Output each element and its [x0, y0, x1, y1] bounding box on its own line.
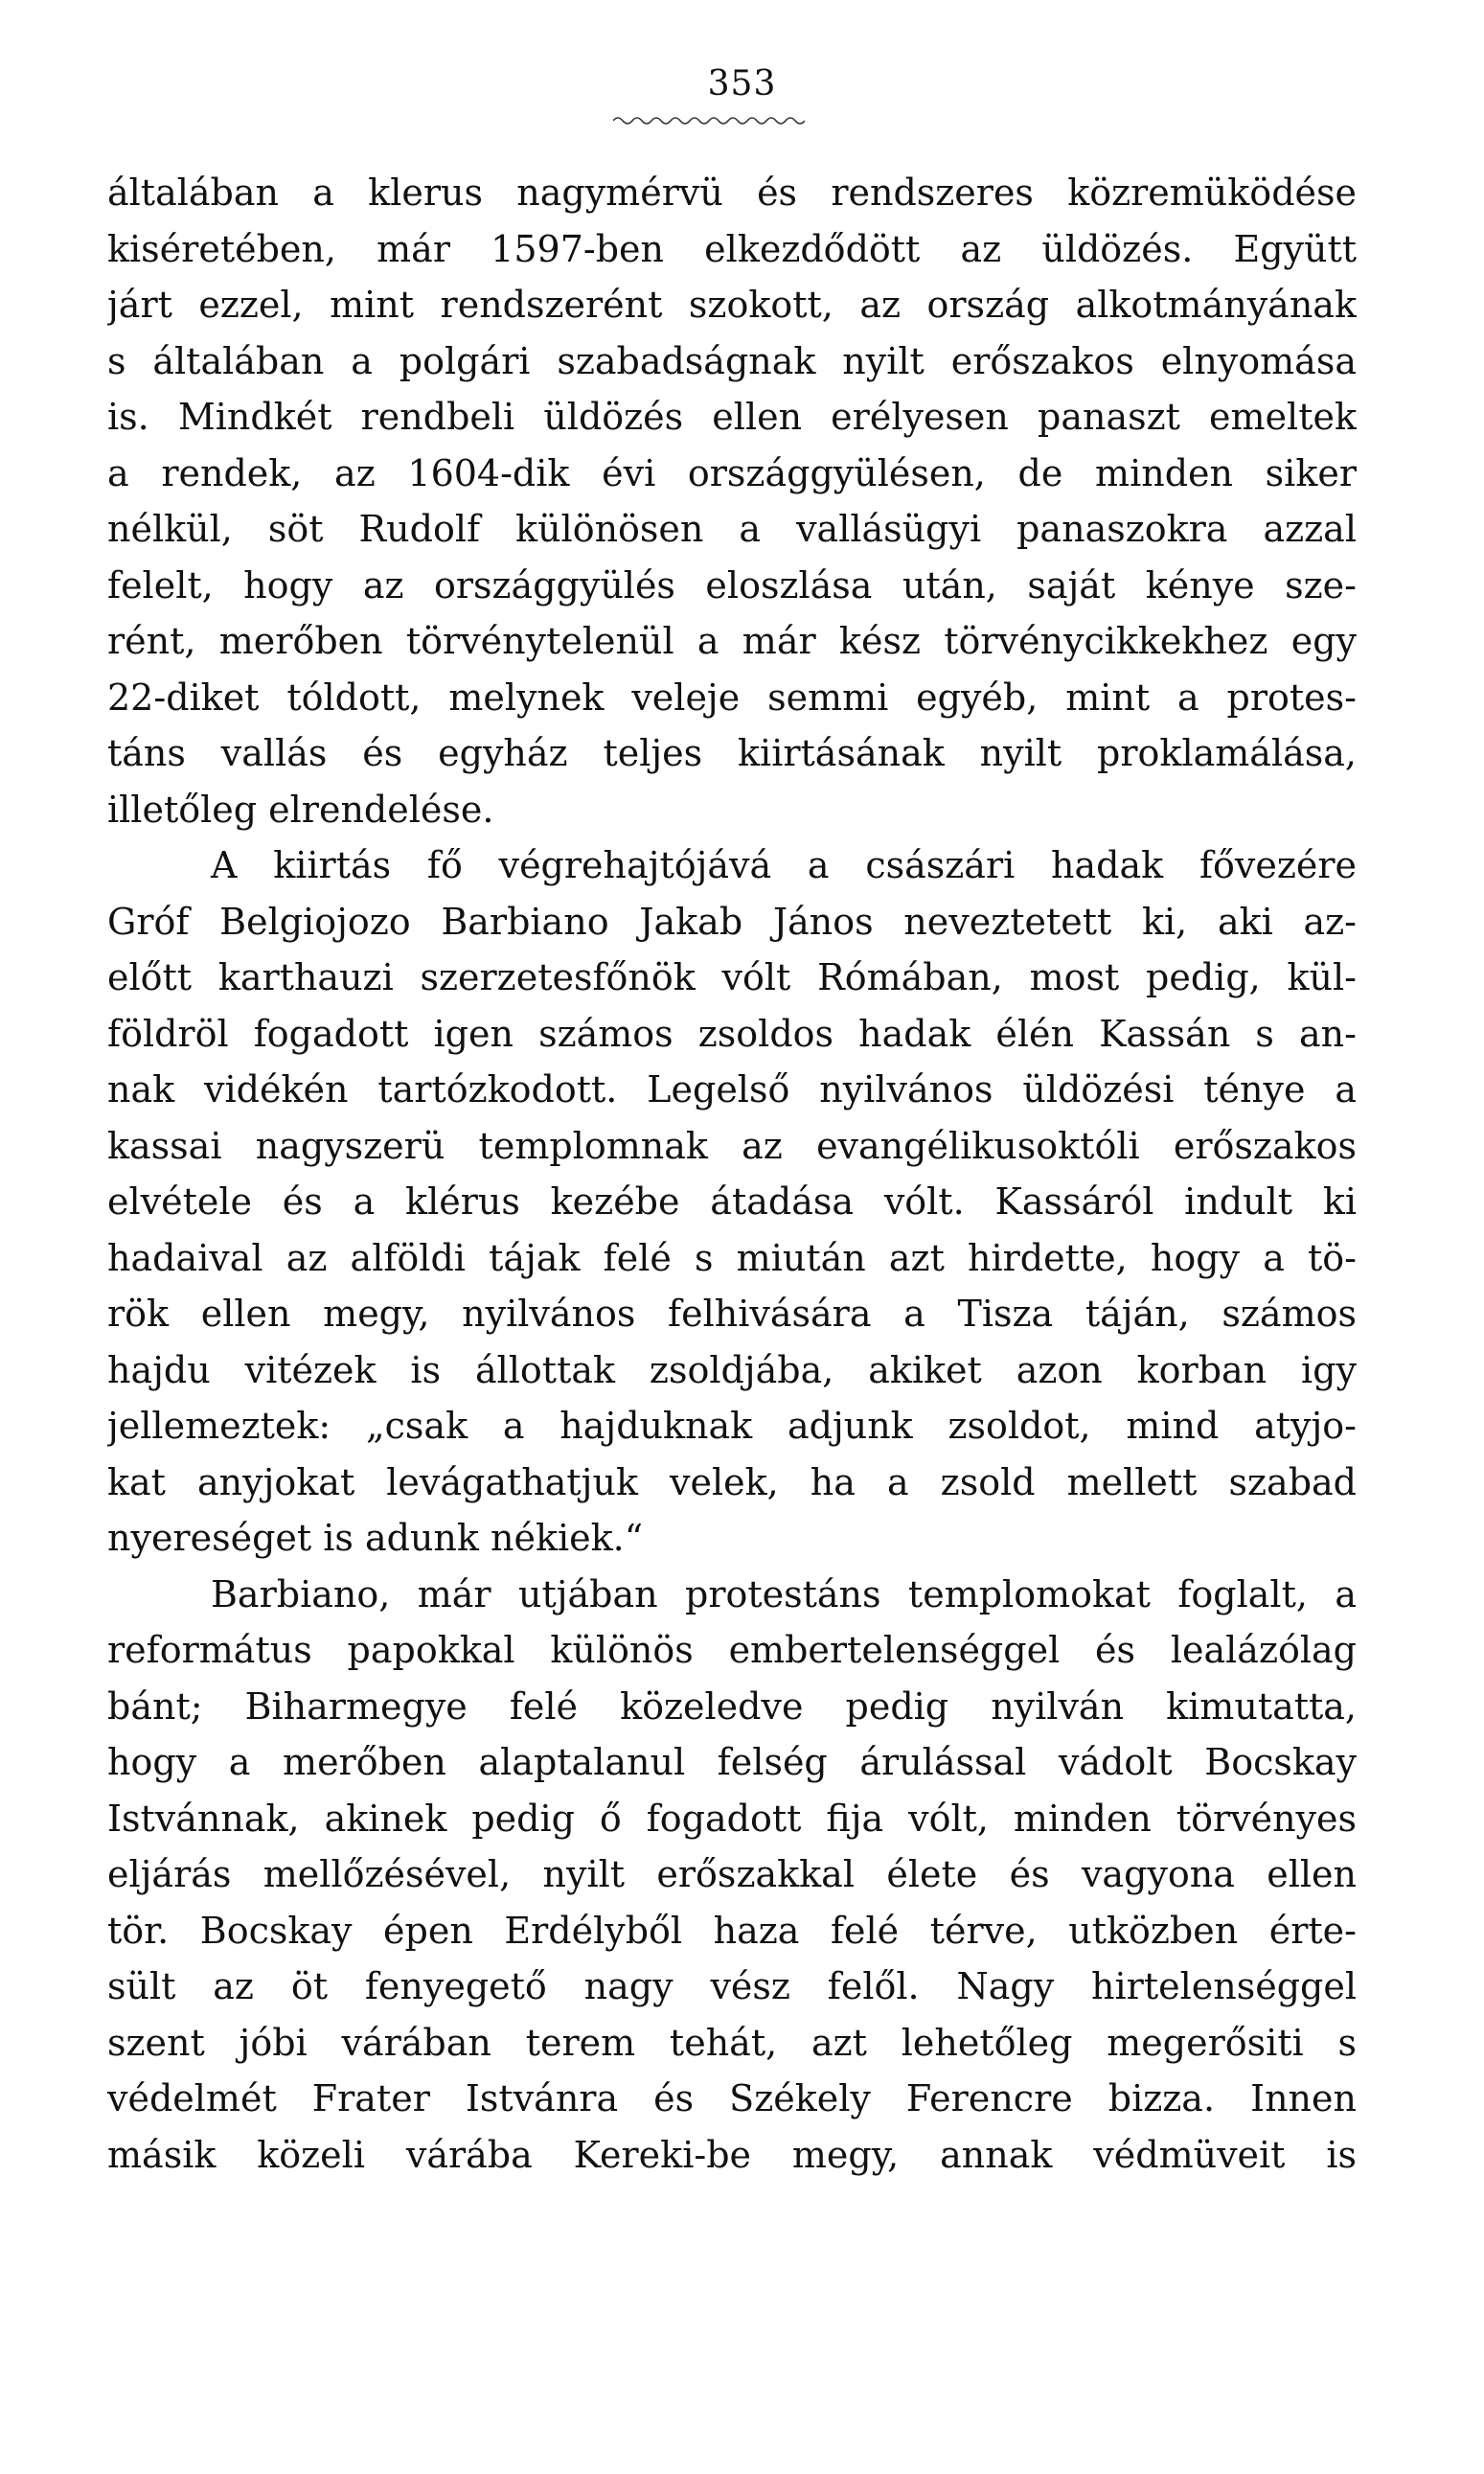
text-line: a rendek, az 1604-dik évi országgyülésen, de minden siker: [107, 451, 1357, 494]
text-line: Istvánnak, akinek pedig ő fogadott fija vólt, minden törvényes: [107, 1797, 1357, 1840]
text-line: A kiirtás fő végrehajtójává a császári hadak fővezére: [211, 844, 1357, 886]
text-line: rént, merőben törvénytelenül a már kész törvénycikkekhez egy: [107, 620, 1357, 662]
text-line: 22-diket tóldott, melynek veleje semmi egyéb, mint a protes-: [107, 676, 1357, 719]
page-number: 353: [707, 64, 777, 103]
text-line: járt ezzel, mint rendszerént szokott, az ország alkotmányának: [107, 284, 1357, 326]
body-text: [107, 165, 1357, 2183]
text-line: másik közeli várába Kereki-be megy, annak védmüveit is: [107, 2133, 1357, 2176]
text-line: hogy a merőben alaptalanul felség árulással vádolt Bocskay: [107, 1741, 1357, 1783]
text-line: felelt, hogy az országgyülés eloszlása után, saját kénye sze-: [107, 563, 1357, 607]
text-line: szent jóbi várában terem tehát, azt lehetőleg megerősiti s: [107, 2021, 1357, 2064]
text-line: református papokkal különös embertelenséggel és lealázólag: [107, 1629, 1357, 1671]
text-line: jellemeztek: „csak a hajduknak adjunk zsoldot, mind atyjo-: [107, 1405, 1357, 1447]
text-line: bánt; Biharmegye felé közeledve pedig nyilván kimutatta,: [107, 1684, 1357, 1728]
text-line: általában a klerus nagymérvü és rendszeres közremüködése: [107, 172, 1357, 214]
text-line: Gróf Belgiojozo Barbiano Jakab János neveztetett ki, aki az-: [107, 900, 1357, 943]
text-line: földröl fogadott igen számos zsoldos hadak élén Kassán s an-: [107, 1012, 1357, 1055]
text-line: rök ellen megy, nyilvános felhivására a Tisza táján, számos: [107, 1293, 1357, 1335]
text-line: előtt karthauzi szerzetesfőnök vólt Rómában, most pedig, kül-: [107, 956, 1357, 998]
text-line: nélkül, söt Rudolf különösen a vallásügyi panaszokra azzal: [107, 508, 1357, 550]
text-line: nyereséget is adunk nékiek.“: [107, 1517, 644, 1559]
text-line: s általában a polgári szabadságnak nyilt erőszakos elnyomása: [107, 339, 1357, 382]
text-line: táns vallás és egyház teljes kiirtásának nyilt proklamálása,: [107, 732, 1357, 774]
text-line: Barbiano, már utjában protestáns templomokat foglalt, a: [211, 1572, 1357, 1615]
text-line: kat anyjokat levágathatjuk velek, ha a zsold mellett szabad: [107, 1460, 1357, 1503]
text-line: is. Mindkét rendbeli üldözés ellen erélyesen panaszt emeltek: [107, 396, 1357, 438]
text-line: sült az öt fenyegető nagy vész felől. Nagy hirtelenséggel: [107, 1965, 1357, 2007]
text-line: tör. Bocskay épen Erdélyből haza felé térve, utközben érte-: [107, 1909, 1357, 1952]
page-number-ornament: [613, 113, 805, 128]
text-line: hadaival az alföldi tájak felé s miután azt hirdette, hogy a tö-: [107, 1236, 1357, 1279]
text-line: nak vidékén tartózkodott. Legelső nyilvános üldözési ténye a: [107, 1068, 1357, 1111]
text-line: illetőleg elrendelése.: [107, 788, 494, 831]
text-line: kiséretében, már 1597-ben elkezdődött az üldözés. Együtt: [107, 227, 1357, 270]
text-line: kassai nagyszerü templomnak az evangélikusoktóli erőszakos: [107, 1124, 1357, 1167]
text-line: hajdu vitézek is állottak zsoldjába, akiket azon korban igy: [107, 1348, 1357, 1391]
text-line: elvétele és a klérus kezébe átadása vólt. Kassáról indult ki: [107, 1180, 1357, 1223]
text-line: védelmét Frater Istvánra és Székely Ferencre bizza. Innen: [107, 2077, 1357, 2119]
text-line: eljárás mellőzésével, nyilt erőszakkal élete és vagyona ellen: [107, 1853, 1357, 1895]
